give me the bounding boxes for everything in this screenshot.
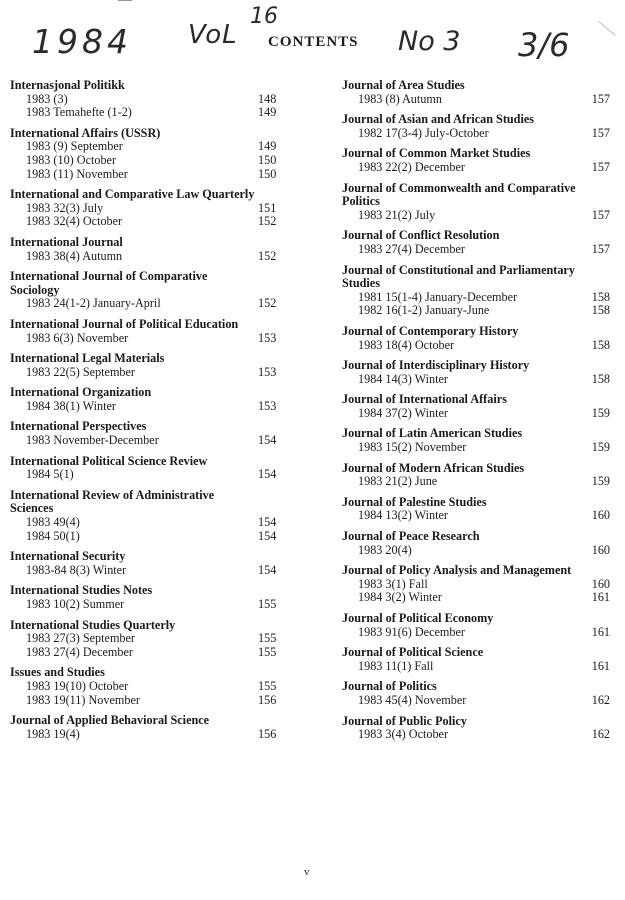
issue-row <box>10 468 292 482</box>
journal-title: Journal of Area Studies <box>342 78 465 92</box>
issue-page-number: 157 <box>591 91 610 106</box>
handwritten-year: 1984 <box>32 22 132 61</box>
journal-entry <box>10 619 292 660</box>
issue-page-number: 150 <box>258 166 277 181</box>
issue-row <box>10 250 292 264</box>
issue-row <box>342 591 610 605</box>
issue-row <box>342 243 610 257</box>
issue-row <box>10 598 292 612</box>
issue-label: 1984 13(2) Winter <box>358 508 448 523</box>
issue-row <box>342 475 610 489</box>
issue-row <box>342 441 610 455</box>
issue-label: 1983 22(2) December <box>358 159 465 174</box>
issue-page-number: 157 <box>591 159 610 174</box>
issue-page-number: 153 <box>258 330 277 345</box>
issue-row <box>10 106 292 120</box>
issue-row <box>342 291 610 305</box>
issue-page-number: 152 <box>258 248 277 263</box>
issue-row <box>342 660 610 674</box>
journal-entry <box>342 113 610 140</box>
scan-scratch <box>598 21 615 36</box>
issue-page-number: 160 <box>591 508 610 523</box>
issue-page-number: 155 <box>258 597 277 611</box>
journal-entry <box>10 127 292 181</box>
journal-entry <box>342 359 610 386</box>
issue-label: 1983 (9) September <box>26 139 123 154</box>
issue-row <box>10 694 292 708</box>
journal-entry <box>342 427 610 454</box>
issue-label: 1983 3(1) Fall <box>358 576 428 591</box>
issue-page-number: 154 <box>258 528 277 543</box>
issue-page-number: 153 <box>258 398 277 413</box>
journal-title: International Studies Quarterly <box>10 617 176 632</box>
issue-row <box>10 366 292 380</box>
issue-label: 1983 19(4) <box>26 726 80 741</box>
left-column <box>10 79 292 748</box>
issue-row <box>10 140 292 154</box>
handwritten-fraction: 3/6 <box>518 26 570 64</box>
issue-page-number: 156 <box>258 726 277 741</box>
issue-page-number: 162 <box>591 692 610 707</box>
issue-row <box>10 728 292 742</box>
journal-title: Studies <box>342 276 380 291</box>
journal-title: International Organization <box>10 385 152 400</box>
journal-title: Sociology <box>10 282 60 297</box>
journal-title: Politics <box>342 194 380 209</box>
issue-label: 1984 50(1) <box>26 528 80 543</box>
issue-label: 1983 (10) October <box>26 152 117 167</box>
journal-title: Journal of Policy Analysis and Management <box>342 563 572 578</box>
issue-page-number: 161 <box>591 590 610 605</box>
journal-title: Journal of Latin American Studies <box>342 426 523 441</box>
issue-label: 1983 19(11) November <box>26 692 140 707</box>
issue-page-number: 159 <box>591 405 610 420</box>
journal-entry <box>10 270 292 311</box>
issue-label: 1984 14(3) Winter <box>358 371 448 386</box>
issue-label: 1982 16(1-2) January-June <box>358 303 490 318</box>
issue-label: 1984 37(2) Winter <box>358 405 448 420</box>
journal-title: Journal of Commonwealth and Comparative <box>342 180 576 195</box>
issue-label: 1983 27(4) December <box>26 644 133 659</box>
journal-entry <box>10 666 292 707</box>
issue-page-number: 148 <box>258 91 277 106</box>
journal-entry <box>10 318 292 345</box>
issue-label: 1983 3(4) October <box>358 727 449 742</box>
issue-label: 1983-84 8(3) Winter <box>26 562 127 577</box>
issue-row <box>342 544 610 558</box>
issue-label: 1983 24(1-2) January-April <box>26 296 161 311</box>
issue-page-number: 153 <box>258 364 277 379</box>
journal-title: Issues and Studies <box>10 665 105 680</box>
journal-entry <box>342 393 610 420</box>
journal-entry <box>10 455 292 482</box>
issue-row <box>342 161 610 175</box>
journal-title: International Journal <box>10 234 123 249</box>
issue-row <box>342 93 610 107</box>
issue-label: 1983 91(6) December <box>358 624 465 639</box>
issue-row <box>10 202 292 216</box>
issue-page-number: 150 <box>258 152 277 167</box>
issue-row <box>10 530 292 544</box>
issue-label: 1983 21(2) July <box>358 207 436 222</box>
journal-title: International Affairs (USSR) <box>10 125 161 140</box>
issue-label: 1983 49(4) <box>26 515 80 530</box>
issue-page-number: 158 <box>591 337 610 352</box>
issue-page-number: 159 <box>591 474 610 489</box>
issue-page-number: 157 <box>591 207 610 222</box>
journal-entry <box>342 564 610 605</box>
journal-title: Journal of Asian and African Studies <box>342 112 534 127</box>
issue-page-number: 155 <box>258 631 277 646</box>
journal-title: International Legal Materials <box>10 351 165 366</box>
issue-label: 1984 38(1) Winter <box>26 398 116 413</box>
journal-title: Journal of Common Market Studies <box>342 146 531 161</box>
issue-page-number: 157 <box>591 241 610 256</box>
journal-title: International and Comparative Law Quarterly <box>10 187 255 202</box>
issue-page-number: 160 <box>591 576 610 591</box>
issue-label: 1983 19(10) October <box>26 678 129 693</box>
journal-entry <box>342 229 610 256</box>
issue-label: 1983 20(4) <box>358 542 412 557</box>
journal-title: International Review of Administrative <box>10 487 215 502</box>
page-number: v <box>304 866 310 878</box>
issue-label: 1981 15(1-4) January-December <box>358 289 518 304</box>
issue-label: 1983 32(4) October <box>26 214 123 229</box>
issue-label: 1983 (3) <box>26 91 68 106</box>
issue-page-number: 149 <box>258 105 277 120</box>
issue-row <box>10 680 292 694</box>
issue-page-number: 159 <box>591 440 610 455</box>
issue-row <box>10 168 292 182</box>
issue-row <box>342 373 610 387</box>
issue-row <box>342 407 610 421</box>
issue-label: 1983 15(2) November <box>358 440 467 455</box>
issue-row <box>10 400 292 414</box>
issue-label: 1983 22(5) September <box>26 364 135 379</box>
journal-title: Sciences <box>10 501 54 516</box>
journal-title: Internasjonal Politikk <box>10 78 125 92</box>
issue-page-number: 154 <box>258 515 277 530</box>
journal-title: Journal of Interdisciplinary History <box>342 358 530 373</box>
issue-page-number: 158 <box>591 289 610 304</box>
issue-row <box>10 93 292 107</box>
journal-entry <box>342 462 610 489</box>
issue-page-number: 162 <box>591 727 610 742</box>
issue-label: 1983 27(3) September <box>26 631 135 646</box>
issue-label: 1983 18(4) October <box>358 337 455 352</box>
issue-row <box>342 509 610 523</box>
journal-title: International Security <box>10 549 126 564</box>
journal-entry <box>10 352 292 379</box>
issue-row <box>10 297 292 311</box>
journal-title: Journal of Conflict Resolution <box>342 228 500 243</box>
journal-entry <box>342 147 610 174</box>
issue-row <box>10 632 292 646</box>
scan-mark <box>118 0 132 1</box>
issue-label: 1983 27(4) December <box>358 241 465 256</box>
issue-label: 1983 Temahefte (1-2) <box>26 105 132 120</box>
issue-page-number: 154 <box>258 562 277 577</box>
issue-page-number: 158 <box>591 371 610 386</box>
journal-title: Journal of Palestine Studies <box>342 494 487 509</box>
issue-row <box>10 646 292 660</box>
journal-entry <box>10 188 292 229</box>
right-column <box>342 79 610 749</box>
journal-title: International Journal of Comparative <box>10 269 208 284</box>
journal-title: Journal of Public Policy <box>342 713 467 728</box>
journal-title: Journal of Applied Behavioral Science <box>10 713 210 728</box>
issue-label: 1983 11(1) Fall <box>358 658 434 673</box>
journal-entry <box>342 79 610 106</box>
issue-page-number: 161 <box>591 624 610 639</box>
journal-entry <box>342 264 610 318</box>
journal-entry <box>342 646 610 673</box>
journal-entry <box>10 714 292 741</box>
issue-page-number: 156 <box>258 692 277 707</box>
journal-entry <box>342 612 610 639</box>
issue-page-number: 152 <box>258 296 277 311</box>
issue-row <box>10 564 292 578</box>
issue-row <box>342 127 610 141</box>
journal-title: International Studies Notes <box>10 583 153 598</box>
issue-page-number: 154 <box>258 467 277 482</box>
journal-title: International Journal of Political Education <box>10 316 239 331</box>
issue-label: 1983 November-December <box>26 433 159 448</box>
journal-entry <box>342 496 610 523</box>
journal-title: Journal of International Affairs <box>342 392 507 407</box>
issue-page-number: 149 <box>258 139 277 154</box>
issue-row <box>342 694 610 708</box>
journal-entry <box>10 236 292 263</box>
journal-entry <box>342 715 610 742</box>
issue-page-number: 157 <box>591 125 610 140</box>
issue-page-number: 158 <box>591 303 610 318</box>
issue-page-number: 161 <box>591 658 610 673</box>
page-title: CONTENTS <box>268 34 359 50</box>
issue-page-number: 160 <box>591 542 610 557</box>
issue-label: 1983 (8) Autumn <box>358 91 442 106</box>
journal-title: Journal of Political Economy <box>342 611 494 625</box>
issue-label: 1983 45(4) November <box>358 692 467 707</box>
handwritten-vol: VoL <box>188 20 238 50</box>
issue-label: 1982 17(3-4) July-October <box>358 125 489 140</box>
issue-row <box>10 154 292 168</box>
issue-row <box>342 304 610 318</box>
issue-page-number: 155 <box>258 644 277 659</box>
issue-row <box>342 626 610 640</box>
journal-title: Journal of Modern African Studies <box>342 460 525 475</box>
issue-row <box>10 332 292 346</box>
issue-label: 1983 (11) November <box>26 166 128 181</box>
handwritten-vol-number: 16 <box>250 4 278 29</box>
issue-page-number: 154 <box>258 433 277 448</box>
journal-title: Journal of Politics <box>342 679 437 694</box>
journal-title: Journal of Political Science <box>342 645 484 660</box>
journal-entry <box>342 325 610 352</box>
issue-row <box>342 578 610 592</box>
journal-entry <box>10 420 292 447</box>
journal-title: Journal of Constitutional and Parliamentary <box>342 262 575 277</box>
journal-entry <box>10 550 292 577</box>
issue-row <box>10 516 292 530</box>
journal-entry <box>10 386 292 413</box>
issue-label: 1984 3(2) Winter <box>358 590 442 605</box>
issue-label: 1983 38(4) Autumn <box>26 248 123 263</box>
issue-row <box>342 339 610 353</box>
issue-row <box>342 728 610 742</box>
journal-entry <box>342 680 610 707</box>
journal-entry <box>10 489 292 543</box>
issue-label: 1983 21(2) June <box>358 474 438 489</box>
issue-row <box>342 209 610 223</box>
issue-page-number: 152 <box>258 214 277 229</box>
journal-title: International Perspectives <box>10 419 147 434</box>
issue-label: 1983 10(2) Summer <box>26 597 125 611</box>
journal-title: International Political Science Review <box>10 453 208 468</box>
journal-title: Journal of Peace Research <box>342 529 480 544</box>
issue-row <box>10 215 292 229</box>
issue-row <box>10 434 292 448</box>
journal-entry <box>342 530 610 557</box>
journal-entry <box>10 79 292 120</box>
issue-page-number: 151 <box>258 200 277 215</box>
journal-entry <box>10 584 292 611</box>
handwritten-issue-number: No 3 <box>398 26 461 57</box>
issue-label: 1983 32(3) July <box>26 200 104 215</box>
issue-label: 1984 5(1) <box>26 467 74 482</box>
issue-page-number: 155 <box>258 678 277 693</box>
journal-title: Journal of Contemporary History <box>342 323 519 338</box>
issue-label: 1983 6(3) November <box>26 330 129 345</box>
journal-entry <box>342 182 610 223</box>
